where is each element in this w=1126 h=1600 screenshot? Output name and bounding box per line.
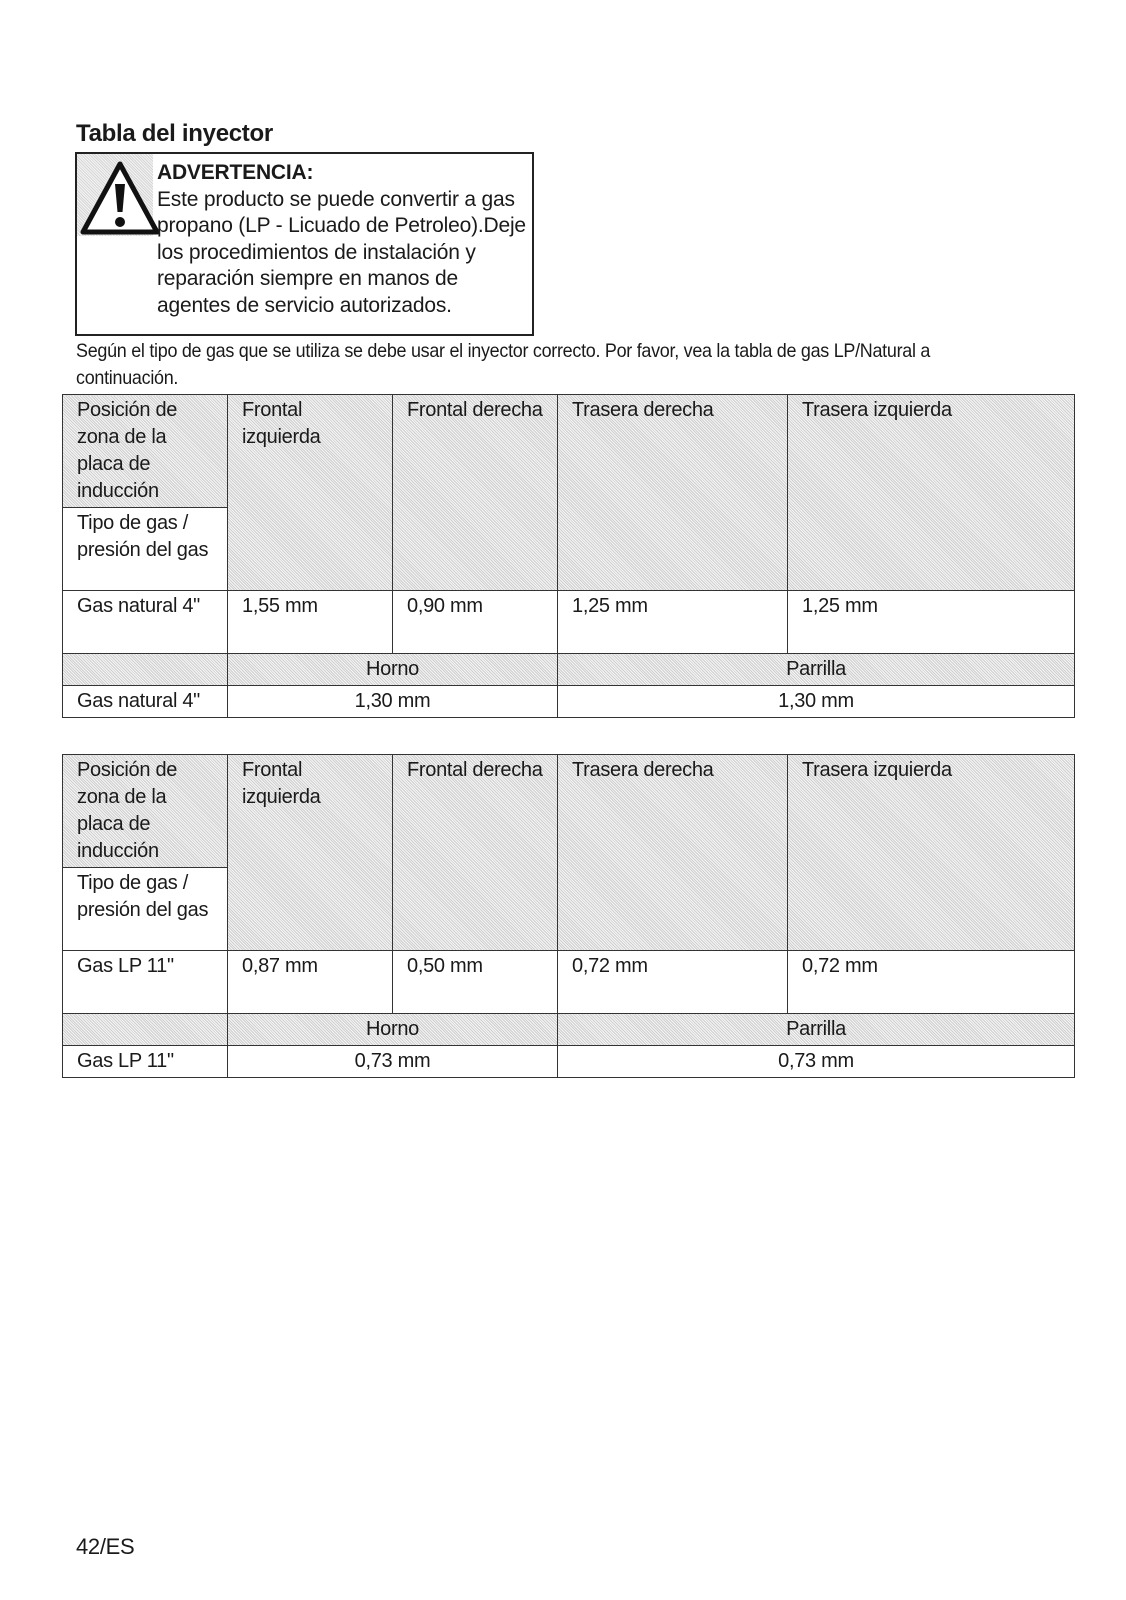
- grill-header: Parrilla: [558, 654, 1075, 686]
- page-title: Tabla del inyector: [76, 120, 273, 147]
- warning-triangle-icon: [79, 160, 161, 236]
- injector-table-natural-gas: [62, 394, 1075, 718]
- warning-body: Este producto se puede convertir a gas propano (LP - Licuado de Petroleo).Deje los procedimientos de instalación y reparación siempre en manos de agentes de servicio autorizados.: [157, 187, 526, 317]
- table-cell: 0,50 mm: [393, 951, 558, 1014]
- table-cell: 0,87 mm: [228, 951, 393, 1014]
- page-number: 42/ES: [76, 1534, 135, 1559]
- column-header: Frontal izquierda: [228, 755, 393, 951]
- table-cell: 0,72 mm: [558, 951, 788, 1014]
- oven-header: Horno: [228, 654, 558, 686]
- grill-header: Parrilla: [558, 1014, 1075, 1046]
- intro-paragraph: Según el tipo de gas que se utiliza se debe usar el inyector correcto. Por favor, vea la tabla de gas LP/Natural a continuación.: [76, 340, 931, 389]
- oven-value: 1,30 mm: [228, 686, 558, 718]
- warning-text-block: [157, 160, 527, 319]
- row-label: Gas LP 11": [63, 951, 228, 1014]
- column-header: Trasera derecha: [558, 755, 788, 951]
- warning-heading: ADVERTENCIA:: [157, 161, 314, 184]
- table-cell: 1,55 mm: [228, 591, 393, 654]
- table-cell: 0,90 mm: [393, 591, 558, 654]
- grill-value: 0,73 mm: [558, 1046, 1075, 1078]
- warning-box: [75, 152, 534, 336]
- row-label: Gas natural 4": [63, 686, 228, 718]
- column-header: Frontal derecha: [393, 755, 558, 951]
- injector-table-lp-gas: [62, 754, 1075, 1078]
- column-header: Trasera izquierda: [788, 395, 1075, 591]
- table-cell: 1,25 mm: [788, 591, 1075, 654]
- column-header: Frontal derecha: [393, 395, 558, 591]
- empty-header-cell: [63, 654, 228, 686]
- oven-value: 0,73 mm: [228, 1046, 558, 1078]
- table-cell: 1,25 mm: [558, 591, 788, 654]
- empty-header-cell: [63, 1014, 228, 1046]
- header-gas-type: Tipo de gas / presión del gas: [63, 508, 228, 591]
- header-gas-type: Tipo de gas / presión del gas: [63, 868, 228, 951]
- column-header: Trasera izquierda: [788, 755, 1075, 951]
- header-position: Posición de zona de la placa de inducción: [63, 755, 228, 868]
- row-label: Gas LP 11": [63, 1046, 228, 1078]
- table-cell: 0,72 mm: [788, 951, 1075, 1014]
- oven-header: Horno: [228, 1014, 558, 1046]
- column-header: Trasera derecha: [558, 395, 788, 591]
- header-position: Posición de zona de la placa de inducción: [63, 395, 228, 508]
- row-label: Gas natural 4": [63, 591, 228, 654]
- grill-value: 1,30 mm: [558, 686, 1075, 718]
- column-header: Frontal izquierda: [228, 395, 393, 591]
